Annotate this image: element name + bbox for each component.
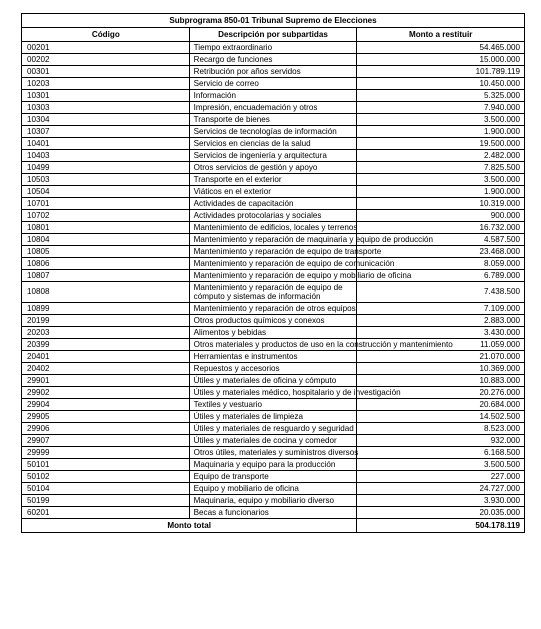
row-description: Maquinaria, equipo y mobiliario diverso — [189, 495, 357, 507]
row-code: 10701 — [22, 198, 190, 210]
row-code: 20401 — [22, 351, 190, 363]
row-code: 29999 — [22, 447, 190, 459]
table-row — [22, 483, 525, 495]
table-row — [22, 363, 525, 375]
row-description: Mantenimiento de edificios, locales y terrenos — [189, 222, 357, 234]
table-row — [22, 198, 525, 210]
row-description: Actividades de capacitación — [189, 198, 357, 210]
row-description: Mantenimiento y reparación de equipo de cómputo y sistemas de información — [189, 282, 357, 303]
table-row — [22, 270, 525, 282]
row-amount: 8.523.000 — [357, 423, 525, 435]
row-description: Mantenimiento y reparación de maquinaria y equipo de producción — [189, 234, 357, 246]
row-code: 10499 — [22, 162, 190, 174]
table-row — [22, 351, 525, 363]
row-code: 10503 — [22, 174, 190, 186]
row-description: Recargo de funciones — [189, 54, 357, 66]
table-title-row — [22, 14, 525, 28]
row-amount: 6.168.500 — [357, 447, 525, 459]
row-amount: 24.727.000 — [357, 483, 525, 495]
table-row — [22, 315, 525, 327]
row-description: Alimentos y bebidas — [189, 327, 357, 339]
table-row — [22, 174, 525, 186]
row-amount: 1.900.000 — [357, 126, 525, 138]
table-title: Subprograma 850-01 Tribunal Supremo de Elecciones — [22, 14, 525, 28]
table-row — [22, 102, 525, 114]
row-description: Equipo de transporte — [189, 471, 357, 483]
row-description: Útiles y materiales de oficina y cómputo — [189, 375, 357, 387]
total-amount: 504.178.119 — [357, 519, 525, 533]
row-code: 10808 — [22, 282, 190, 303]
row-description: Servicios de ingeniería y arquitectura — [189, 150, 357, 162]
table-row — [22, 186, 525, 198]
table-row — [22, 66, 525, 78]
row-amount: 16.732.000 — [357, 222, 525, 234]
table-row — [22, 234, 525, 246]
row-description: Mantenimiento y reparación de equipo de transporte — [189, 246, 357, 258]
row-description: Transporte de bienes — [189, 114, 357, 126]
row-code: 10303 — [22, 102, 190, 114]
table-row — [22, 471, 525, 483]
row-description: Transporte en el exterior — [189, 174, 357, 186]
row-code: 20399 — [22, 339, 190, 351]
row-amount: 1.900.000 — [357, 186, 525, 198]
table-row — [22, 375, 525, 387]
table-row — [22, 495, 525, 507]
table-row — [22, 399, 525, 411]
row-code: 10304 — [22, 114, 190, 126]
row-code: 10401 — [22, 138, 190, 150]
row-code: 10301 — [22, 90, 190, 102]
row-code: 29906 — [22, 423, 190, 435]
row-amount: 3.930.000 — [357, 495, 525, 507]
row-code: 10899 — [22, 303, 190, 315]
row-amount: 3.500.000 — [357, 174, 525, 186]
table-row — [22, 78, 525, 90]
table-row — [22, 42, 525, 54]
row-amount: 20.684.000 — [357, 399, 525, 411]
row-code: 10203 — [22, 78, 190, 90]
row-description: Equipo y mobiliario de oficina — [189, 483, 357, 495]
row-description: Otros materiales y productos de uso en la construcción y mantenimiento — [189, 339, 357, 351]
row-amount: 15.000.000 — [357, 54, 525, 66]
row-amount: 932.000 — [357, 435, 525, 447]
table-row — [22, 246, 525, 258]
table-row — [22, 507, 525, 519]
row-code: 29905 — [22, 411, 190, 423]
row-description: Retribución por años servidos — [189, 66, 357, 78]
row-amount: 2.482.000 — [357, 150, 525, 162]
row-amount: 20.276.000 — [357, 387, 525, 399]
table-row — [22, 126, 525, 138]
row-code: 60201 — [22, 507, 190, 519]
row-code: 10801 — [22, 222, 190, 234]
row-code: 20199 — [22, 315, 190, 327]
row-description: Mantenimiento y reparación de otros equipos — [189, 303, 357, 315]
row-code: 29901 — [22, 375, 190, 387]
table-row — [22, 138, 525, 150]
table-row — [22, 327, 525, 339]
row-description: Otros servicios de gestión y apoyo — [189, 162, 357, 174]
table-row — [22, 447, 525, 459]
row-amount: 10.450.000 — [357, 78, 525, 90]
table-row — [22, 282, 525, 303]
row-description: Becas a funcionarios — [189, 507, 357, 519]
table-row — [22, 114, 525, 126]
table-row — [22, 387, 525, 399]
row-description: Impresión, encuademación y otros — [189, 102, 357, 114]
total-label: Monto total — [22, 519, 357, 533]
row-amount: 6.789.000 — [357, 270, 525, 282]
row-code: 20402 — [22, 363, 190, 375]
row-amount: 10.369.000 — [357, 363, 525, 375]
budget-table — [21, 13, 525, 533]
table-row — [22, 210, 525, 222]
row-amount: 54.465.000 — [357, 42, 525, 54]
row-code: 10807 — [22, 270, 190, 282]
row-code: 29907 — [22, 435, 190, 447]
table-row — [22, 54, 525, 66]
row-code: 10504 — [22, 186, 190, 198]
row-code: 50101 — [22, 459, 190, 471]
row-amount: 7.825.500 — [357, 162, 525, 174]
row-code: 29904 — [22, 399, 190, 411]
row-code: 00202 — [22, 54, 190, 66]
row-amount: 227.000 — [357, 471, 525, 483]
header-description: Descripción por subpartidas — [189, 28, 357, 42]
row-amount: 23.468.000 — [357, 246, 525, 258]
row-description: Otros productos químicos y conexos — [189, 315, 357, 327]
header-code: Código — [22, 28, 190, 42]
table-row — [22, 90, 525, 102]
row-code: 10702 — [22, 210, 190, 222]
row-amount: 7.940.000 — [357, 102, 525, 114]
row-description: Servicio de correo — [189, 78, 357, 90]
row-description: Actividades protocolarias y sociales — [189, 210, 357, 222]
row-code: 10806 — [22, 258, 190, 270]
row-description: Maquinaria y equipo para la producción — [189, 459, 357, 471]
row-code: 00201 — [22, 42, 190, 54]
total-row — [22, 519, 525, 533]
table-row — [22, 423, 525, 435]
row-amount: 5.325.000 — [357, 90, 525, 102]
row-amount: 3.500.500 — [357, 459, 525, 471]
table-header-row — [22, 28, 525, 42]
table-row — [22, 459, 525, 471]
row-amount: 3.500.000 — [357, 114, 525, 126]
row-description: Viáticos en el exterior — [189, 186, 357, 198]
table-row — [22, 150, 525, 162]
table-row — [22, 411, 525, 423]
row-code: 10307 — [22, 126, 190, 138]
row-description: Útiles y materiales médico, hospitalario y de investigación — [189, 387, 357, 399]
row-description: Mantenimiento y reparación de equipo de comunicación — [189, 258, 357, 270]
row-amount: 10.883.000 — [357, 375, 525, 387]
row-code: 50104 — [22, 483, 190, 495]
row-amount: 19.500.000 — [357, 138, 525, 150]
row-description: Servicios en ciencias de la salud — [189, 138, 357, 150]
table-body — [22, 42, 525, 519]
row-amount: 14.502.500 — [357, 411, 525, 423]
row-description: Repuestos y accesorios — [189, 363, 357, 375]
table-row — [22, 303, 525, 315]
row-amount: 4.587.500 — [357, 234, 525, 246]
row-code: 50102 — [22, 471, 190, 483]
row-amount: 101.789.119 — [357, 66, 525, 78]
row-description: Otros útiles, materiales y suministros diversos — [189, 447, 357, 459]
row-amount: 11.059.000 — [357, 339, 525, 351]
row-amount: 3.430.000 — [357, 327, 525, 339]
row-code: 10804 — [22, 234, 190, 246]
row-description: Tiempo extraordinario — [189, 42, 357, 54]
row-amount: 21.070.000 — [357, 351, 525, 363]
table-row — [22, 339, 525, 351]
row-amount: 7.109.000 — [357, 303, 525, 315]
row-amount: 900.000 — [357, 210, 525, 222]
row-description: Información — [189, 90, 357, 102]
table-row — [22, 162, 525, 174]
row-code: 50199 — [22, 495, 190, 507]
header-amount: Monto a restituir — [357, 28, 525, 42]
row-description: Textiles y vestuario — [189, 399, 357, 411]
row-code: 00301 — [22, 66, 190, 78]
table-row — [22, 258, 525, 270]
row-amount: 2.883.000 — [357, 315, 525, 327]
row-description: Útiles y materiales de cocina y comedor — [189, 435, 357, 447]
row-description: Servicios de tecnologías de información — [189, 126, 357, 138]
table-row — [22, 222, 525, 234]
row-code: 20203 — [22, 327, 190, 339]
row-description: Mantenimiento y reparación de equipo y mobiliario de oficina — [189, 270, 357, 282]
row-description: Útiles y materiales de resguardo y seguridad — [189, 423, 357, 435]
row-code: 10805 — [22, 246, 190, 258]
row-description: Útiles y materiales de limpieza — [189, 411, 357, 423]
row-code: 10403 — [22, 150, 190, 162]
row-amount: 8.059.000 — [357, 258, 525, 270]
table-row — [22, 435, 525, 447]
row-code: 29902 — [22, 387, 190, 399]
row-amount: 7.438.500 — [357, 282, 525, 303]
row-amount: 20.035.000 — [357, 507, 525, 519]
row-description: Herramientas e instrumentos — [189, 351, 357, 363]
row-amount: 10.319.000 — [357, 198, 525, 210]
